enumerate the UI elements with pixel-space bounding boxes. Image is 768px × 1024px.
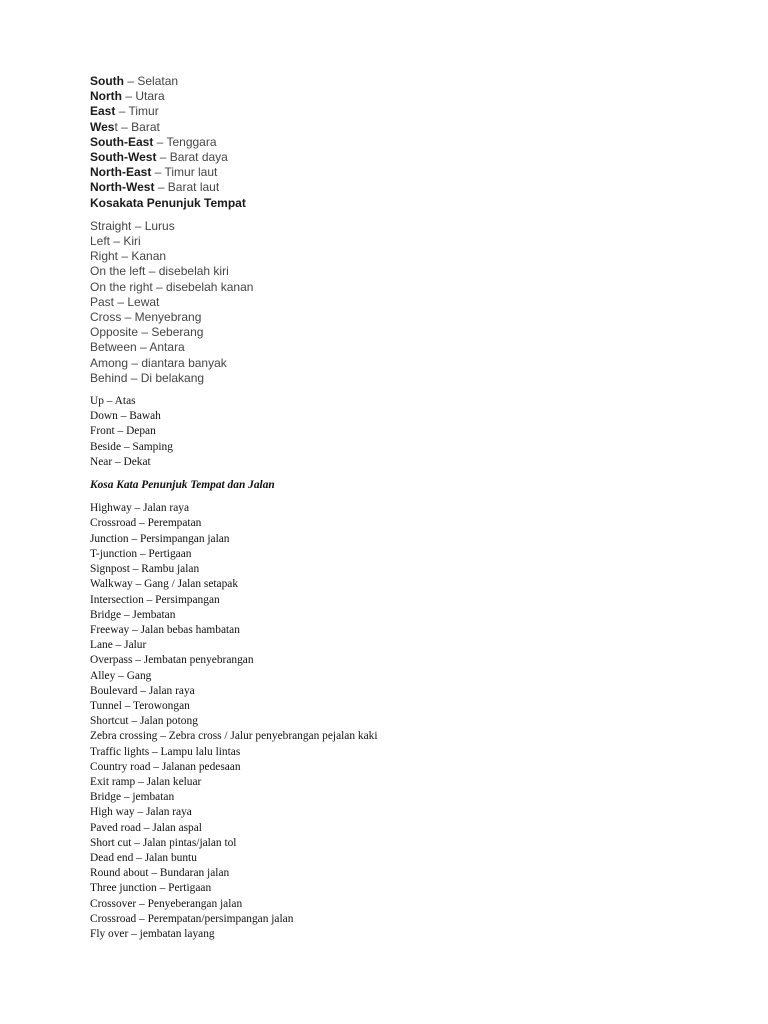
list-item: Front – Depan bbox=[90, 425, 156, 438]
list-item: Bridge – jembatan bbox=[90, 791, 175, 804]
list-item: Walkway – Gang / Jalan setapak bbox=[90, 578, 239, 591]
list-item: Shortcut – Jalan potong bbox=[90, 715, 198, 728]
place-words-list bbox=[90, 219, 730, 386]
list-item: Traffic lights – Lampu lalu lintas bbox=[90, 745, 241, 758]
direction-line: West – Barat bbox=[90, 119, 160, 134]
directions-list bbox=[90, 74, 730, 196]
list-item: Crossroad – Perempatan bbox=[90, 517, 202, 530]
list-item: Dead end – Jalan buntu bbox=[90, 851, 197, 864]
list-item: High way – Jalan raya bbox=[90, 806, 192, 819]
list-item: Zebra crossing – Zebra cross / Jalur penyebrangan pejalan kaki bbox=[90, 730, 378, 743]
list-item: T-junction – Pertigaan bbox=[90, 547, 192, 560]
list-item: Among – diantara banyak bbox=[90, 355, 227, 370]
direction-line: North-East – Timur laut bbox=[90, 165, 218, 180]
list-item: Opposite – Seberang bbox=[90, 325, 204, 340]
list-item: Three junction – Pertigaan bbox=[90, 882, 212, 895]
direction-line: South-West – Barat daya bbox=[90, 150, 228, 165]
position-words-list bbox=[90, 394, 730, 470]
list-item: Beside – Samping bbox=[90, 440, 173, 453]
list-item: Alley – Gang bbox=[90, 669, 152, 682]
direction-line: East – Timur bbox=[90, 104, 159, 119]
list-item: Left – Kiri bbox=[90, 234, 141, 249]
list-item: Past – Lewat bbox=[90, 294, 160, 309]
list-item: On the right – disebelah kanan bbox=[90, 279, 254, 294]
list-item: Boulevard – Jalan raya bbox=[90, 684, 195, 697]
list-item: Exit ramp – Jalan keluar bbox=[90, 775, 202, 788]
list-item: Straight – Lurus bbox=[90, 218, 175, 233]
list-item: Lane – Jalur bbox=[90, 639, 147, 652]
list-item: Tunnel – Terowongan bbox=[90, 699, 190, 712]
list-item: Intersection – Persimpangan bbox=[90, 593, 220, 606]
list-item: Overpass – Jembatan penyebrangan bbox=[90, 654, 254, 667]
list-item: Country road – Jalanan pedesaan bbox=[90, 760, 241, 773]
list-item: Near – Dekat bbox=[90, 455, 151, 468]
direction-line: South – Selatan bbox=[90, 74, 179, 88]
direction-line: North-West – Barat laut bbox=[90, 180, 220, 195]
list-item: Fly over – jembatan layang bbox=[90, 927, 215, 940]
section-heading-road-words: Kosa Kata Penunjuk Tempat dan Jalan bbox=[90, 479, 275, 492]
section-heading-place-words: Kosakata Penunjuk Tempat bbox=[90, 195, 246, 210]
list-item: Short cut – Jalan pintas/jalan tol bbox=[90, 836, 237, 849]
list-item: Between – Antara bbox=[90, 340, 185, 355]
direction-line: South-East – Tenggara bbox=[90, 134, 217, 149]
list-item: On the left – disebelah kiri bbox=[90, 264, 229, 279]
list-item: Paved road – Jalan aspal bbox=[90, 821, 202, 834]
direction-line: North – Utara bbox=[90, 89, 165, 104]
list-item: Crossover – Penyeberangan jalan bbox=[90, 897, 243, 910]
list-item: Right – Kanan bbox=[90, 249, 167, 264]
list-item: Freeway – Jalan bebas hambatan bbox=[90, 623, 240, 636]
road-words-list bbox=[90, 501, 730, 942]
list-item: Highway – Jalan raya bbox=[90, 502, 190, 515]
list-item: Up – Atas bbox=[90, 395, 136, 408]
document-page bbox=[90, 74, 730, 942]
list-item: Behind – Di belakang bbox=[90, 370, 205, 385]
list-item: Signpost – Rambu jalan bbox=[90, 563, 200, 576]
list-item: Down – Bawah bbox=[90, 410, 161, 423]
list-item: Cross – Menyebrang bbox=[90, 310, 202, 325]
list-item: Crossroad – Perempatan/persimpangan jalan bbox=[90, 912, 294, 925]
list-item: Round about – Bundaran jalan bbox=[90, 867, 230, 880]
list-item: Bridge – Jembatan bbox=[90, 608, 176, 621]
list-item: Junction – Persimpangan jalan bbox=[90, 532, 230, 545]
